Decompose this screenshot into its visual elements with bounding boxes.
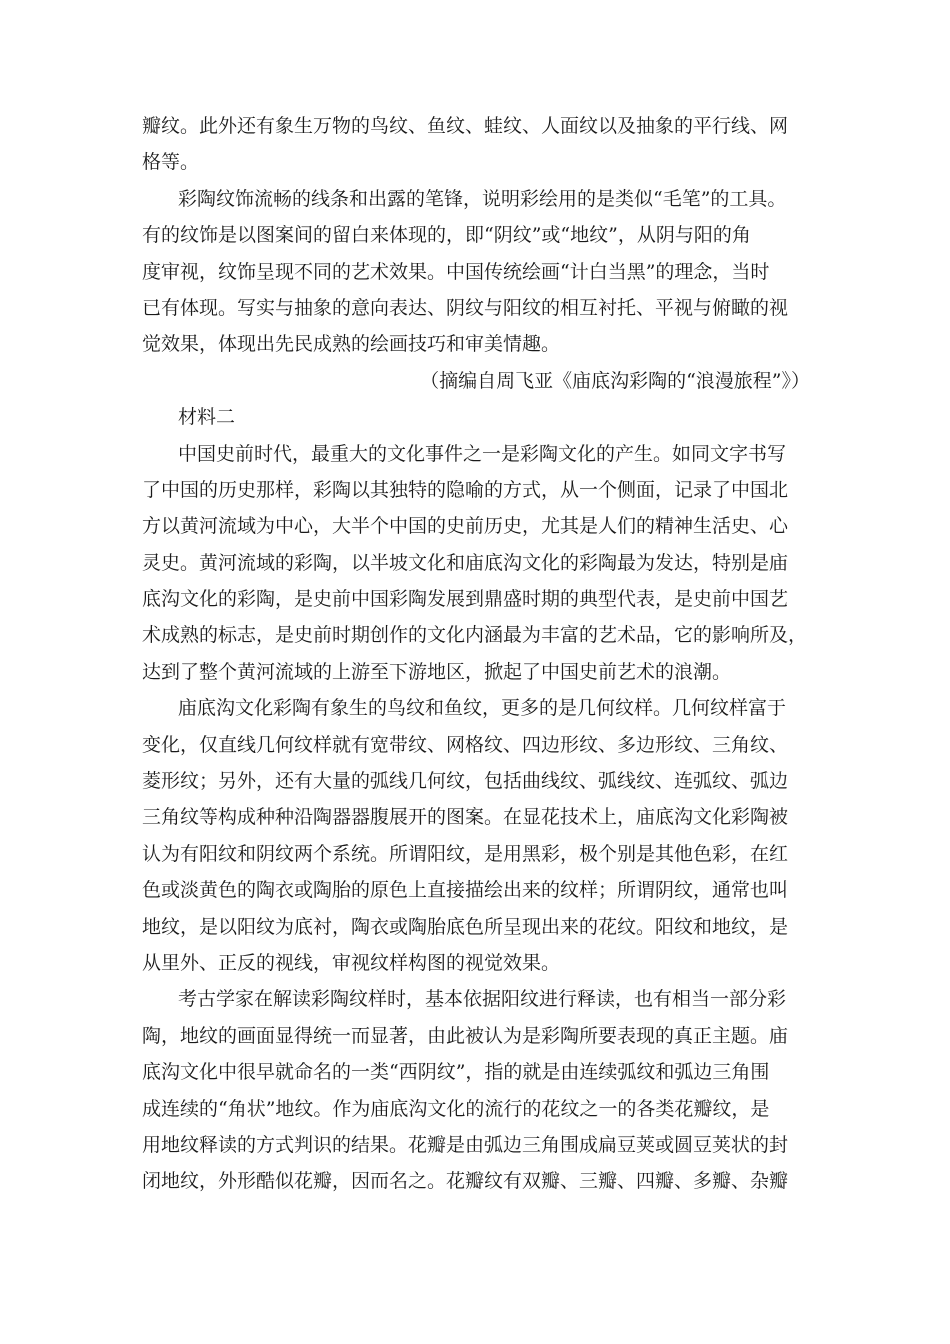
text-line: 瓣纹。此外还有象生万物的鸟纹、鱼纹、蛙纹、人面纹以及抽象的平行线、网 xyxy=(142,115,789,137)
text-line: 成连续的“角状”地纹。作为庙底沟文化的流行的花纹之一的各类花瓣纹，是 xyxy=(142,1097,770,1120)
text-line: 底沟文化中很早就命名的一类“西阴纹”，指的就是由连续弧纹和弧边三角围 xyxy=(142,1061,770,1084)
text-line: 格等。 xyxy=(142,151,200,174)
text-line: 认为有阳纹和阴纹两个系统。所谓阳纹，是用黑彩，极个别是其他色彩，在红 xyxy=(142,842,789,865)
text-line: 闭地纹，外形酷似花瓣，因而名之。花瓣纹有双瓣、三瓣、四瓣、多瓣、杂瓣 xyxy=(142,1170,789,1193)
text-line: 彩陶纹饰流畅的线条和出露的笔锋，说明彩绘用的是类似“毛笔”的工具。 xyxy=(178,187,787,210)
text-line: 三角纹等构成种种沿陶器器腹展开的图案。在显花技术上，庙底沟文化彩陶被 xyxy=(142,806,789,829)
section-heading: 材料二 xyxy=(178,406,236,429)
text-line: 考古学家在解读彩陶纹样时，基本依据阳纹进行释读，也有相当一部分彩 xyxy=(178,988,787,1011)
text-line: 中国史前时代，最重大的文化事件之一是彩陶文化的产生。如同文字书写 xyxy=(178,442,787,465)
text-line: 菱形纹；另外，还有大量的弧线几何纹，包括曲线纹、弧线纹、连弧纹、弧边 xyxy=(142,770,789,793)
text-line: 灵史。黄河流域的彩陶，以半坡文化和庙底沟文化的彩陶最为发达，特别是庙 xyxy=(142,551,789,574)
text-line: 已有体现。写实与抽象的意向表达、阴纹与阳纹的相互衬托、平视与俯瞰的视 xyxy=(142,296,789,319)
text-line: 地纹，是以阳纹为底衬，陶衣或陶胎底色所呈现出来的花纹。阳纹和地纹，是 xyxy=(142,915,789,938)
text-line: 色或淡黄色的陶衣或陶胎的原色上直接描绘出来的纹样；所谓阴纹，通常也叫 xyxy=(142,879,789,902)
text-line: 从里外、正反的视线，审视纹样构图的视觉效果。 xyxy=(142,951,561,974)
text-line: 度审视，纹饰呈现不同的艺术效果。中国传统绘画“计白当黑”的理念，当时 xyxy=(142,260,770,283)
text-line: 方以黄河流域为中心，大半个中国的史前历史，尤其是人们的精神生活史、心 xyxy=(142,515,789,538)
text-line: 庙底沟文化彩陶有象生的鸟纹和鱼纹，更多的是几何纹样。几何纹样富于 xyxy=(178,697,787,720)
text-line: 底沟文化的彩陶，是史前中国彩陶发展到鼎盛时期的典型代表，是史前中国艺 xyxy=(142,588,789,611)
text-line: 用地纹释读的方式判识的结果。花瓣是由弧边三角围成扁豆荚或圆豆荚状的封 xyxy=(142,1133,789,1156)
document-page xyxy=(142,108,810,1200)
text-line: 达到了整个黄河流域的上游至下游地区，掀起了中国史前艺术的浪潮。 xyxy=(142,660,732,683)
text-line: 术成熟的标志，是史前时期创作的文化内涵最为丰富的艺术品，它的影响所及， xyxy=(142,624,808,647)
text-line: 了中国的历史那样，彩陶以其独特的隐喻的方式，从一个侧面，记录了中国北 xyxy=(142,478,789,501)
citation-line: （摘编自周飞亚《庙底沟彩陶的“浪漫旅程”》） xyxy=(420,369,810,392)
text-line: 陶，地纹的画面显得统一而显著，由此被认为是彩陶所要表现的真正主题。庙 xyxy=(142,1024,789,1047)
text-line: 觉效果，体现出先民成熟的绘画技巧和审美情趣。 xyxy=(142,333,561,356)
text-line: 有的纹饰是以图案间的留白来体现的，即“阴纹”或“地纹”，从阴与阳的角 xyxy=(142,224,751,247)
text-line: 变化，仅直线几何纹样就有宽带纹、网格纹、四边形纹、多边形纹、三角纹、 xyxy=(142,733,789,756)
